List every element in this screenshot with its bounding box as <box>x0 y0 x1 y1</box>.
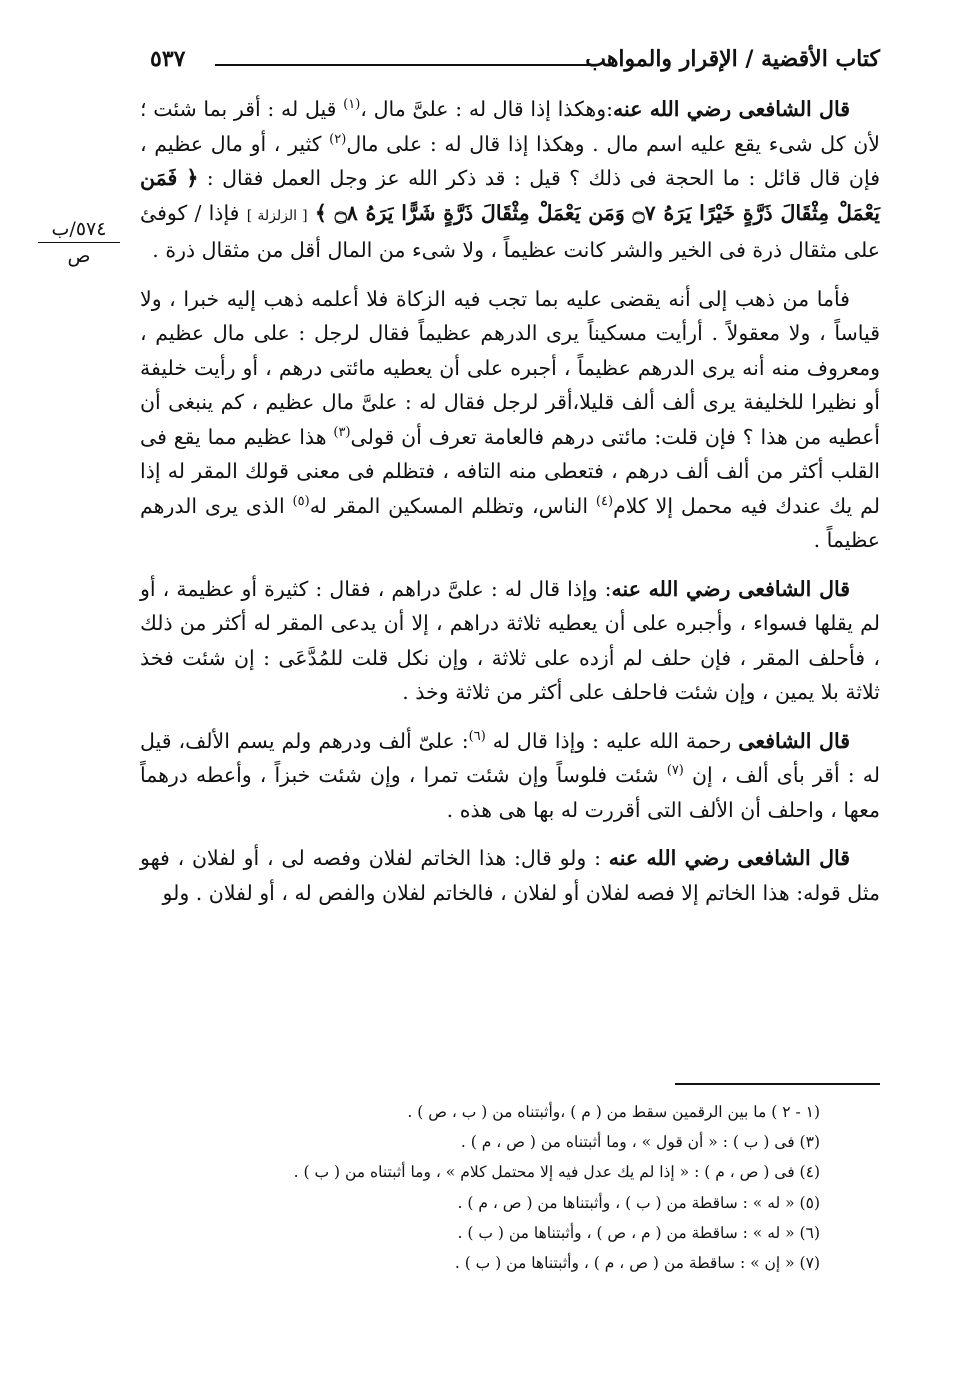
paragraph-text: الناس، وتظلم المسكين المقر له <box>309 493 596 518</box>
sura-reference: [ الزلزلة ] <box>246 207 308 224</box>
paragraph-3 <box>140 572 880 710</box>
blessing-formula: رضي الله عنه <box>608 846 730 870</box>
main-text <box>140 92 880 924</box>
blessing-formula: رضي الله عنه <box>611 576 731 601</box>
header-rule <box>215 64 590 66</box>
footnote: (٣) فى ( ب ) : « أن قول » ، وما أثبتناه من ( ص ، م ) . <box>460 1133 820 1152</box>
footnote: (٧) « إن » : ساقطة من ( ص ، م ) ، وأثبتناها من ( ب ) . <box>454 1254 820 1273</box>
footnote: (٥) « له » : ساقطة من ( ب ) ، وأثبتناها من ( ص ، م ) . <box>457 1193 820 1212</box>
book-title: كتاب الأقضية / الإقرار والمواهب <box>585 46 880 72</box>
folio-number: ٥٧٤/ب <box>38 218 120 243</box>
paragraph-text: هذا عظيم مما يقع فى القلب أكثر من ألف ألف درهم ، فتعطى منه التافه ، فتظلم فى معنى قولك المقر له إذا لم يك عندك فيه محمل إلا كلام <box>140 424 880 518</box>
speaker-label: قال الشافعى <box>738 728 850 753</box>
paragraph-text: فأما من ذهب إلى أنه يقضى عليه بما تجب فيه الزكاة فلا أعلمه ذهب إليه خبرا ، ولا قياساً ، ولا معقولاً . أرأيت مسكيناً يرى الدرهم عظيماً فقال لرجل : على مال عظيم ، ومعروف منه أنه يرى الدرهم عظيماً ، أجبره على أن يعطيه مائتى درهم ، أو رأيت خليفة أو نظيرا للخليفة يرى ألف ألف قليلا،أقر لرجل فقال له : علىَّ مال عظيم ، كم ينبغى أن أعطيه من هذا ؟ فإن قلت: مائتى درهم فالعامة تعرف أن قولى <box>140 286 880 449</box>
footnote-marker: (١) <box>343 97 361 113</box>
paragraph-text: : وإذا قال له : علىَّ دراهم ، فقال : كثيرة أو عظيمة ، أو لم يقلها فسواء ، وأجبره على أن يعطيه ثلاثة دراهم ، إلا أن يدعى المقر له أكثر من ذلك ، فأحلف المقر ، فإن حلف لم أزده على ثلاثة ، وإن نكل قلت للمُدَّعَى : إن شئت فخذ ثلاثة بلا يمين ، وإن شئت فاحلف على أكثر من ثلاثة وخذ . <box>140 576 880 704</box>
paragraph-5 <box>140 841 880 910</box>
footnote-marker: (٢) <box>329 131 347 147</box>
footnote: (١ - ٢ ) ما بين الرقمين سقط من ( م ) ،وأثبتناه من ( ب ، ص ) . <box>407 1103 820 1121</box>
paragraph-text: : ولو قال: هذا الخاتم لفلان وفصه لى ، أو لفلان ، فهو مثل قوله: هذا الخاتم إلا فصه لفلان أو لفلان ، فالخاتم لفلان والفص له ، أو لفلان . ولو <box>140 846 880 905</box>
manuscript-siglum: ص <box>67 245 91 267</box>
margin-manuscript-reference <box>38 218 120 267</box>
footnote-marker: (٦) <box>468 728 486 744</box>
paragraph-text: قيل له : أقر بما شئت ؛ لأن كل شىء يقع عليه اسم مال . وهكذا إذا قال له : على مال <box>140 97 880 156</box>
paragraph-text: فإذا / كوفئ على مثقال ذرة فى الخير والشر كانت عظيماً ، ولا شىء من المال أقل من مثقال ذرة . <box>140 200 880 262</box>
paragraph-text: كثير ، أو مال عظيم ، فإن قال قائل : ما الحجة فى ذلك ؟ قيل : قد ذكر الله عز وجل العمل فقال : <box>140 131 881 190</box>
speaker-label: قال الشافعى <box>730 576 851 601</box>
speaker-label: قال الشافعى <box>731 97 850 121</box>
paragraph-text: : علىّ ألف ودرهم ولم يسم الألف، قيل له : أقر بأى ألف ، إن <box>140 728 881 787</box>
speaker-label: قال الشافعى <box>729 846 851 870</box>
blessing-formula: رضي الله عنه <box>613 97 732 121</box>
paragraph-text: الذى يرى الدرهم عظيماً . <box>140 493 880 552</box>
footnote-marker: (٣) <box>333 424 351 440</box>
footnotes <box>140 1097 880 1278</box>
footnote-marker: (٧) <box>666 763 684 779</box>
quran-verse: ﴿ فَمَن يَعْمَلْ مِثْقَالَ ذَرَّةٍ خَيْرًا يَرَهُ ۝٧ وَمَن يَعْمَلْ مِثْقَالَ ذَرَّةٍ شَرًّا يَرَهُ ۝٨ ﴾ <box>140 166 880 225</box>
paragraph-1 <box>140 92 880 268</box>
footnote-marker: (٤) <box>595 493 614 509</box>
footnote-separator <box>675 1083 880 1085</box>
paragraph-text: شئت فلوساً وإن شئت تمرا ، وإن شئت خبزاً ، وأعطه درهماً معها ، واحلف أن الألف التى أقررت له بها هى هذه . <box>140 763 880 822</box>
paragraph-text: :وهكذا إذا قال له : علىَّ مال ، <box>360 97 614 121</box>
running-header <box>150 44 880 84</box>
page-number: ٥٣٧ <box>150 46 186 72</box>
footnote: (٦) « له » : ساقطة من ( م ، ص ) ، وأثبتناها من ( ب ) . <box>457 1223 820 1242</box>
paragraph-4 <box>140 724 880 828</box>
paragraph-2 <box>140 282 880 558</box>
footnote-marker: (٥) <box>292 493 310 509</box>
paragraph-text: رحمة الله عليه : وإذا قال له <box>485 728 739 753</box>
footnote: (٤) فى ( ص ، م ) : « إذا لم يك عدل فيه إلا محتمل كلام » ، وما أثبتناه من ( ب ) . <box>293 1163 820 1182</box>
